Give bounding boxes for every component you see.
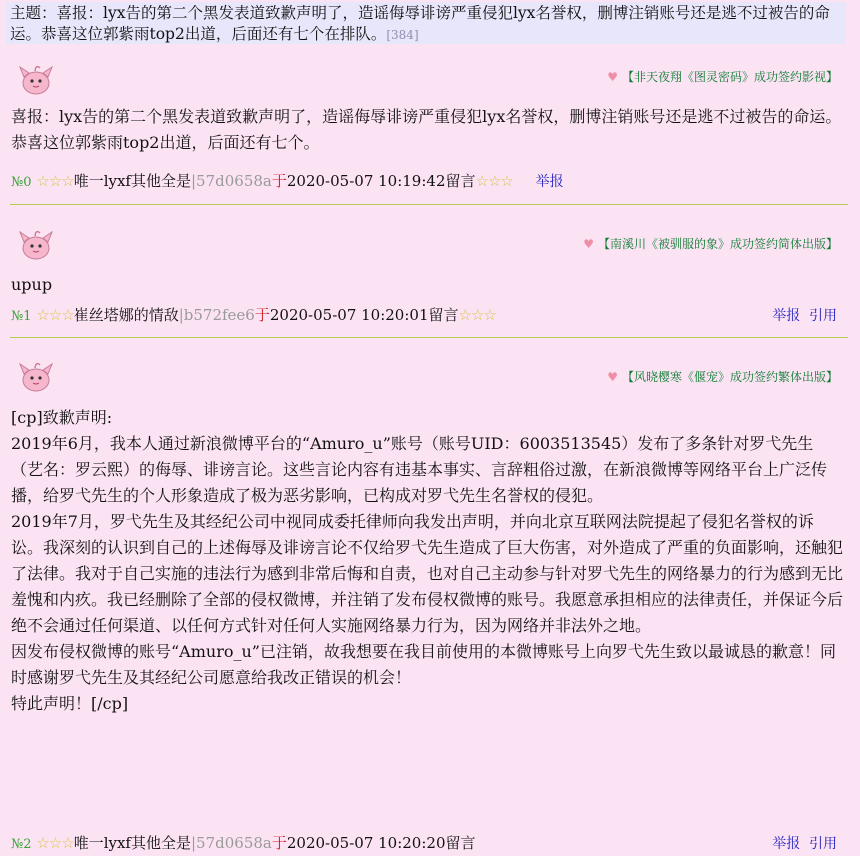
post-time: 2020-05-07 10:20:01留言 <box>269 306 459 324</box>
post-body <box>11 104 845 156</box>
post-paragraph: 喜报：lyx告的第二个黑发表道致歉声明了，造谣侮辱诽谤严重侵犯lyx名誉权，删博注销账号还是逃不过被告的命运。恭喜这位郭紫雨top2出道，后面还有七个。 <box>11 107 842 152</box>
author-name: 崔丝塔娜的情敌 <box>73 306 179 324</box>
floor-number: №1 <box>11 309 32 324</box>
signature-text: 【非天夜翔《图灵密码》成功签约影视】 <box>621 70 838 84</box>
quote-link[interactable]: 引用 <box>809 836 837 852</box>
post-body <box>11 272 845 298</box>
post-paragraph: 因发布侵权微博的账号“Amuro_u”已注销，故我想要在我目前使用的本微博账号上向罗弋先生致以最诚恳的歉意！同时感谢罗弋先生及其经纪公司愿意给我改正错误的机会！ <box>11 642 836 687</box>
post-meta <box>11 833 847 853</box>
pink-fairy-avatar-icon <box>16 224 56 264</box>
signature-text: 【风晓樱寒《偃宠》成功签约繁体出版】 <box>621 370 838 384</box>
topic-prefix: 主题： <box>10 4 57 22</box>
rating-stars: ☆☆☆ <box>36 172 74 190</box>
post-paragraph: [cp]致歉声明: <box>11 408 113 427</box>
pink-fairy-avatar-icon <box>16 356 56 396</box>
post-divider <box>10 204 848 205</box>
report-link[interactable]: 举报 <box>535 174 564 190</box>
author-id: |57d0658a <box>191 172 272 190</box>
topic-title: 喜报：lyx告的第二个黑发表道致歉声明了，造谣侮辱诽谤严重侵犯lyx名誉权，删博注销账号还是逃不过被告的命运。恭喜这位郭紫雨top2出道，后面还有七个在排队。 <box>10 4 830 43</box>
signature <box>583 235 838 252</box>
post-time: 2020-05-07 10:19:42留言 <box>286 172 476 190</box>
post-meta <box>11 305 847 325</box>
author-id: |57d0658a <box>191 834 272 852</box>
rating-stars: ☆☆☆ <box>36 306 74 324</box>
at-label: 于 <box>254 306 270 324</box>
post-paragraph: 2019年6月，我本人通过新浪微博平台的“Amuro_u”账号（账号UID：6003513545）发布了多条针对罗弋先生（艺名：罗云熙）的侮辱、诽谤言论。这些言论内容有违基本事实、言辞粗俗过激，在新浪微博等网络平台上广泛传播，给罗弋先生的个人形象造成了极为恶劣影响，已构成对罗弋先生名誉权的侵犯。 <box>11 434 828 505</box>
author-name: 唯一lyxf其他全是 <box>73 834 191 852</box>
signature-text: 【南溪川《被驯服的象》成功签约简体出版】 <box>597 237 838 251</box>
post-actions <box>768 833 837 854</box>
post-time: 2020-05-07 10:20:20留言 <box>286 834 476 852</box>
report-link[interactable]: 举报 <box>772 836 801 852</box>
quote-link[interactable]: 引用 <box>809 308 837 324</box>
rating-stars: ☆☆☆ <box>458 306 496 324</box>
heart-icon: ♥ <box>607 370 618 384</box>
pink-fairy-avatar-icon <box>16 59 56 99</box>
author-name: 唯一lyxf其他全是 <box>73 172 191 190</box>
post-paragraph: 2019年7月，罗弋先生及其经纪公司中视同成委托律师向我发出声明，并向北京互联网法院提起了侵犯名誉权的诉讼。我深刻的认识到自己的上述侮辱及诽谤言论不仅给罗弋先生造成了巨大伤害，对外造成了严重的负面影响，还触犯了法律。我对于自己实施的违法行为感到非常后悔和自责，也对自己主动参与针对罗弋先生的网络暴力的行为感到无比羞愧和内疚。我已经删除了全部的侵权微博，并注销了发布侵权微博的账号。我愿意承担相应的法律责任，并保证今后绝不会通过任何渠道、以任何方式针对任何人实施网络暴力行为，因为网络并非法外之地。 <box>11 512 844 635</box>
heart-icon: ♥ <box>607 70 618 84</box>
reply-count: [384] <box>386 28 419 42</box>
rating-stars: ☆☆☆ <box>36 834 74 852</box>
rating-stars: ☆☆☆ <box>475 172 513 190</box>
post-paragraph: upup <box>11 275 53 294</box>
post-meta <box>11 171 847 191</box>
heart-icon: ♥ <box>583 237 594 251</box>
signature <box>607 368 838 385</box>
signature <box>607 68 838 85</box>
floor-number: №0 <box>11 175 32 190</box>
topic-header <box>6 2 846 44</box>
floor-number: №2 <box>11 837 32 852</box>
report-link[interactable]: 举报 <box>772 308 801 324</box>
author-id: |b572fee6 <box>178 306 255 324</box>
post-body <box>11 405 845 717</box>
post-divider <box>10 337 848 338</box>
post-paragraph: 特此声明！[/cp] <box>11 694 129 713</box>
post-actions <box>768 305 837 326</box>
at-label: 于 <box>271 834 287 852</box>
at-label: 于 <box>271 172 287 190</box>
